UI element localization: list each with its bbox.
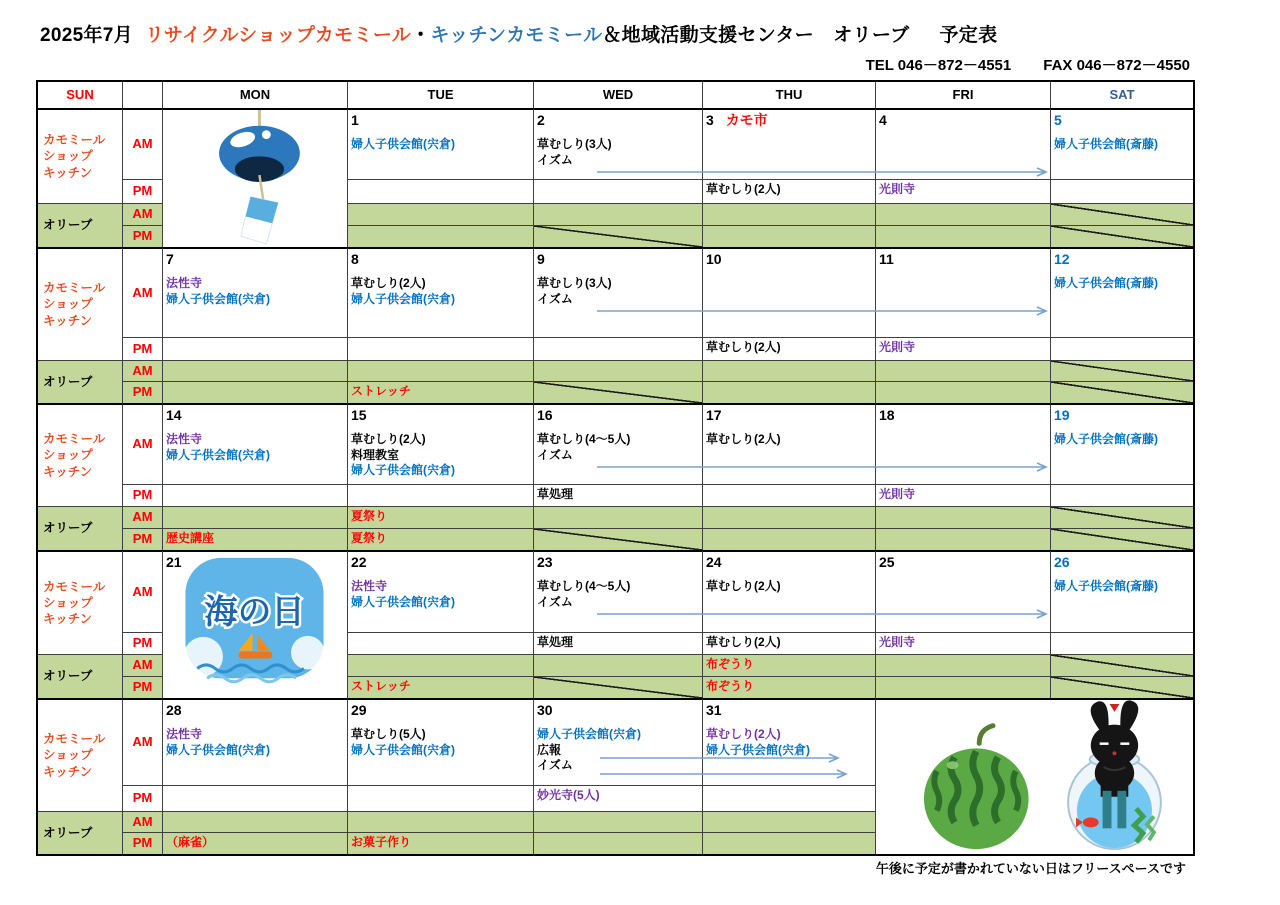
- thu-w1-pm: [702, 179, 875, 203]
- event: イズム: [537, 152, 573, 167]
- day-number: 18: [879, 407, 895, 423]
- ampm-label: PM: [122, 785, 162, 811]
- page-title: [40, 20, 997, 47]
- day-number: 16: [537, 407, 553, 423]
- row-group-label-olive: オリーブ: [38, 203, 122, 247]
- event: 婦人子供会館(宍倉): [166, 291, 270, 306]
- sat-w2-pm: [1050, 337, 1193, 360]
- tue-w3-olive-pm: [347, 528, 533, 550]
- day-number: 17: [706, 407, 722, 423]
- ampm-label: PM: [122, 832, 162, 854]
- mon-w2-olive-pm: [162, 381, 347, 403]
- mon-w5-am: [162, 698, 347, 785]
- sat-w3-olive-pm: [1050, 528, 1193, 550]
- ampm-label: AM: [122, 108, 162, 179]
- wed-w2-olive-pm: [533, 381, 702, 403]
- ampm-label: AM: [122, 247, 162, 337]
- row-group-label-olive: オリーブ: [38, 811, 122, 854]
- mon-w3-am: [162, 403, 347, 484]
- event: 婦人子供会館(宍倉): [351, 291, 455, 306]
- header-mon: MON: [162, 82, 347, 108]
- ampm-label: AM: [122, 698, 162, 785]
- ampm-label: PM: [122, 225, 162, 247]
- fri-w2-pm: [875, 337, 1050, 360]
- thu-w1-am: [702, 108, 875, 179]
- wed-w5-olive-pm: [533, 832, 702, 854]
- wed-w2-olive-am: [533, 360, 702, 381]
- day-number: 28: [166, 702, 182, 718]
- wed-w4-am: [533, 550, 702, 632]
- fri-w2-olive-am: [875, 360, 1050, 381]
- ampm-label: AM: [122, 550, 162, 632]
- day-number: 7: [166, 251, 174, 267]
- tue-w2-olive-am: [347, 360, 533, 381]
- thu-w2-pm: [702, 337, 875, 360]
- day-tag: カモ市: [725, 112, 768, 128]
- wed-w4-olive-am: [533, 654, 702, 676]
- event: 料理教室: [351, 447, 400, 462]
- thu-w5-olive-am: [702, 811, 875, 832]
- tue-w1-am: [347, 108, 533, 179]
- sat-w4-am: [1050, 550, 1193, 632]
- event: 草むしり(4～5人): [537, 579, 631, 593]
- tue-w4-am: [347, 550, 533, 632]
- title-kitchen: キッチンカモミール: [430, 25, 603, 46]
- ampm-label: AM: [122, 360, 162, 381]
- ampm-label: AM: [122, 403, 162, 484]
- day-number: 21: [166, 554, 182, 570]
- event: 布ぞうり: [706, 657, 755, 671]
- thu-w4-olive-am: [702, 654, 875, 676]
- row-group-label-chamomile: カモミール ショップ キッチン: [38, 247, 122, 360]
- event: 法性寺: [351, 579, 388, 593]
- event: 婦人子供会館(宍倉): [537, 727, 641, 741]
- contact-line: [866, 54, 1190, 75]
- header-sat: SAT: [1050, 82, 1193, 108]
- ampm-label: AM: [122, 506, 162, 528]
- title-center: ＆地域活動支援センター オリーブ: [602, 25, 910, 46]
- row-group-label-chamomile: カモミール ショップ キッチン: [38, 698, 122, 811]
- thu-w1-olive-am: [702, 203, 875, 225]
- title-shop: リサイクルショップカモミール: [144, 25, 412, 46]
- sat-w2-am: [1050, 247, 1193, 337]
- fri-w1-olive-am: [875, 203, 1050, 225]
- day-number: 22: [351, 554, 367, 570]
- wed-w4-pm: [533, 632, 702, 654]
- event: 妙光寺(5人): [537, 788, 600, 802]
- row-group-label-chamomile: カモミール ショップ キッチン: [38, 550, 122, 654]
- event: 婦人子供会館(宍倉): [166, 447, 270, 462]
- rabbit-in-fishbowl-image: [1068, 700, 1161, 849]
- event: 婦人子供会館(宍倉): [351, 742, 455, 757]
- event: 草むしり(4～5人): [537, 432, 631, 446]
- event: 草むしり(2人): [351, 432, 426, 446]
- day-number: 4: [879, 112, 887, 128]
- clipart-cell: [162, 108, 347, 247]
- title-month: 2025年7月: [40, 25, 133, 46]
- event: 広報: [537, 742, 562, 757]
- svg-text:海の日: 海の日: [204, 594, 305, 632]
- marine-day-image: [183, 558, 324, 682]
- event: 草むしり(2人): [706, 635, 781, 649]
- header-wed: WED: [533, 82, 702, 108]
- ampm-label: AM: [122, 654, 162, 676]
- thu-w3-am: [702, 403, 875, 484]
- fri-w1-pm: [875, 179, 1050, 203]
- header-tue: TUE: [347, 82, 533, 108]
- mon-w5-olive-pm: [162, 832, 347, 854]
- event: 草処理: [537, 635, 574, 649]
- day-number: 29: [351, 702, 367, 718]
- thu-w2-olive-am: [702, 360, 875, 381]
- watermelon-image: [924, 726, 1029, 849]
- row-group-label-olive: オリーブ: [38, 654, 122, 698]
- day-number: 3 カモ市: [706, 112, 768, 128]
- wed-w4-olive-pm: [533, 676, 702, 698]
- event: （麻雀）: [166, 835, 215, 849]
- thu-w3-olive-pm: [702, 528, 875, 550]
- event: イズム: [537, 291, 573, 306]
- fax-number: FAX 046－872－4550: [1043, 57, 1190, 74]
- tue-w3-am: [347, 403, 533, 484]
- sat-w3-am: [1050, 403, 1193, 484]
- event: 草むしり(2人): [706, 579, 781, 593]
- fri-w4-olive-am: [875, 654, 1050, 676]
- wind-chime-image: [219, 110, 300, 244]
- clipart-cell: [875, 698, 1193, 854]
- event: 夏祭り: [351, 509, 388, 523]
- ampm-label: PM: [122, 632, 162, 654]
- title-suffix: 予定表: [939, 25, 998, 46]
- event: 光則寺: [879, 340, 916, 354]
- wed-w1-olive-pm: [533, 225, 702, 247]
- ampm-label: AM: [122, 203, 162, 225]
- wed-w1-olive-am: [533, 203, 702, 225]
- row-group-label-chamomile: カモミール ショップ キッチン: [38, 403, 122, 506]
- footer-note: 午後に予定が書かれていない日はフリースペースです: [875, 861, 1186, 876]
- mon-w2-pm: [162, 337, 347, 360]
- sat-w1-olive-pm: [1050, 225, 1193, 247]
- event: イズム: [537, 447, 573, 462]
- event: 婦人子供会館(斎藤): [1054, 137, 1158, 151]
- event: 夏祭り: [351, 531, 388, 545]
- sat-w4-pm: [1050, 632, 1193, 654]
- fri-w2-olive-pm: [875, 381, 1050, 403]
- tue-w5-am: [347, 698, 533, 785]
- fri-w4-am: [875, 550, 1050, 632]
- fri-w3-am: [875, 403, 1050, 484]
- fri-w4-olive-pm: [875, 676, 1050, 698]
- day-number: 11: [879, 251, 894, 267]
- fri-w3-olive-pm: [875, 528, 1050, 550]
- fri-w2-am: [875, 247, 1050, 337]
- day-number: 9: [537, 251, 545, 267]
- thu-w4-pm: [702, 632, 875, 654]
- event: 草処理: [537, 487, 574, 501]
- thu-w3-pm: [702, 484, 875, 506]
- sat-w4-olive-pm: [1050, 676, 1193, 698]
- event: 婦人子供会館(宍倉): [351, 463, 455, 478]
- thu-w5-olive-pm: [702, 832, 875, 854]
- event: 草むしり(2人): [706, 340, 781, 354]
- tue-w4-olive-am: [347, 654, 533, 676]
- fri-w4-pm: [875, 632, 1050, 654]
- day-number: 26: [1054, 554, 1070, 570]
- tue-w3-pm: [347, 484, 533, 506]
- wed-w5-am: [533, 698, 702, 785]
- event: 婦人子供会館(宍倉): [351, 137, 455, 151]
- sat-w3-olive-am: [1050, 506, 1193, 528]
- ampm-label: PM: [122, 484, 162, 506]
- sat-w2-olive-am: [1050, 360, 1193, 381]
- sat-w3-pm: [1050, 484, 1193, 506]
- header-fri: FRI: [875, 82, 1050, 108]
- day-number: 19: [1054, 407, 1070, 423]
- tue-w2-olive-pm: [347, 381, 533, 403]
- mon-w5-pm: [162, 785, 347, 811]
- thu-w5-pm: [702, 785, 875, 811]
- tel-number: TEL 046－872－4551: [865, 57, 1012, 74]
- event: 光則寺: [879, 182, 916, 196]
- header-sun: SUN: [66, 86, 94, 102]
- thu-w4-am: [702, 550, 875, 632]
- event: 婦人子供会館(斎藤): [1054, 579, 1158, 593]
- event: 光則寺: [879, 487, 916, 501]
- mon-w3-olive-pm: [162, 528, 347, 550]
- event: 婦人子供会館(宍倉): [706, 742, 810, 757]
- tue-w4-pm: [347, 632, 533, 654]
- day-number: 5: [1054, 112, 1062, 128]
- tue-w5-olive-am: [347, 811, 533, 832]
- wed-w3-olive-am: [533, 506, 702, 528]
- ampm-label: PM: [122, 337, 162, 360]
- tue-w4-olive-pm: [347, 676, 533, 698]
- mon-w3-olive-am: [162, 506, 347, 528]
- mon-w3-pm: [162, 484, 347, 506]
- tue-w2-am: [347, 247, 533, 337]
- day-number: 10: [706, 251, 722, 267]
- tue-w1-olive-pm: [347, 225, 533, 247]
- ampm-label: PM: [122, 179, 162, 203]
- day-number: 23: [537, 554, 553, 570]
- event: 歴史講座: [166, 531, 215, 545]
- event: お菓子作り: [351, 835, 412, 849]
- event: イズム: [537, 594, 573, 609]
- thu-w2-olive-pm: [702, 381, 875, 403]
- title-separator: ・: [411, 25, 431, 46]
- fri-w1-olive-pm: [875, 225, 1050, 247]
- event: 法性寺: [166, 432, 203, 446]
- day-number: 12: [1054, 251, 1070, 267]
- day-number: 31: [706, 702, 722, 718]
- wed-w5-pm: [533, 785, 702, 811]
- mon-w5-olive-am: [162, 811, 347, 832]
- sat-w1-am: [1050, 108, 1193, 179]
- clipart-cell: [162, 550, 347, 698]
- tue-w2-pm: [347, 337, 533, 360]
- event: 法性寺: [166, 727, 203, 741]
- event: ストレッチ: [351, 384, 411, 398]
- event: ストレッチ: [351, 679, 411, 693]
- wed-w1-pm: [533, 179, 702, 203]
- fri-w1-am: [875, 108, 1050, 179]
- day-number: 14: [166, 407, 182, 423]
- event: 草むしり(2人): [351, 276, 426, 290]
- sat-w1-olive-am: [1050, 203, 1193, 225]
- row-group-label-olive: オリーブ: [38, 360, 122, 403]
- tue-w5-olive-pm: [347, 832, 533, 854]
- row-group-label-chamomile: カモミール ショップ キッチン: [38, 108, 122, 203]
- event: 草むしり(3人): [537, 276, 612, 290]
- event: 婦人子供会館(宍倉): [166, 742, 270, 757]
- event: 法性寺: [166, 276, 203, 290]
- header-thu: THU: [702, 82, 875, 108]
- day-number: 24: [706, 554, 722, 570]
- event: 草むしり(5人): [351, 727, 426, 741]
- sat-w1-pm: [1050, 179, 1193, 203]
- fri-w3-pm: [875, 484, 1050, 506]
- wed-w3-am: [533, 403, 702, 484]
- tue-w5-pm: [347, 785, 533, 811]
- day-number: 25: [879, 554, 895, 570]
- day-number: 8: [351, 251, 359, 267]
- event: 婦人子供会館(斎藤): [1054, 432, 1158, 446]
- event: イズム: [537, 758, 573, 773]
- ampm-label: AM: [122, 811, 162, 832]
- ampm-label: PM: [122, 676, 162, 698]
- event: 草むしり(2人): [706, 182, 781, 196]
- row-group-label-olive: オリーブ: [38, 506, 122, 550]
- event: 光則寺: [879, 635, 916, 649]
- day-number: 2: [537, 112, 545, 128]
- day-number: 1: [351, 112, 359, 128]
- mon-w2-am: [162, 247, 347, 337]
- ampm-label: PM: [122, 528, 162, 550]
- wed-w5-olive-am: [533, 811, 702, 832]
- event: 婦人子供会館(斎藤): [1054, 276, 1158, 290]
- sat-w2-olive-pm: [1050, 381, 1193, 403]
- event: 布ぞうり: [706, 679, 755, 693]
- thu-w1-olive-pm: [702, 225, 875, 247]
- wed-w1-am: [533, 108, 702, 179]
- mon-w2-olive-am: [162, 360, 347, 381]
- event: 草むしり(3人): [537, 137, 612, 151]
- thu-w2-am: [702, 247, 875, 337]
- day-number: 15: [351, 407, 367, 423]
- wed-w3-olive-pm: [533, 528, 702, 550]
- wed-w2-pm: [533, 337, 702, 360]
- event: 草むしり(2人): [706, 727, 781, 741]
- tue-w1-pm: [347, 179, 533, 203]
- day-number: 30: [537, 702, 553, 718]
- header-blank: [122, 82, 162, 108]
- event: 草むしり(2人): [706, 432, 781, 446]
- event: 婦人子供会館(宍倉): [351, 594, 455, 609]
- wed-w3-pm: [533, 484, 702, 506]
- thu-w4-olive-pm: [702, 676, 875, 698]
- tue-w1-olive-am: [347, 203, 533, 225]
- ampm-label: PM: [122, 381, 162, 403]
- schedule-table: [36, 80, 1195, 856]
- tue-w3-olive-am: [347, 506, 533, 528]
- wed-w2-am: [533, 247, 702, 337]
- fri-w3-olive-am: [875, 506, 1050, 528]
- thu-w3-olive-am: [702, 506, 875, 528]
- thu-w5-am: [702, 698, 875, 785]
- sat-w4-olive-am: [1050, 654, 1193, 676]
